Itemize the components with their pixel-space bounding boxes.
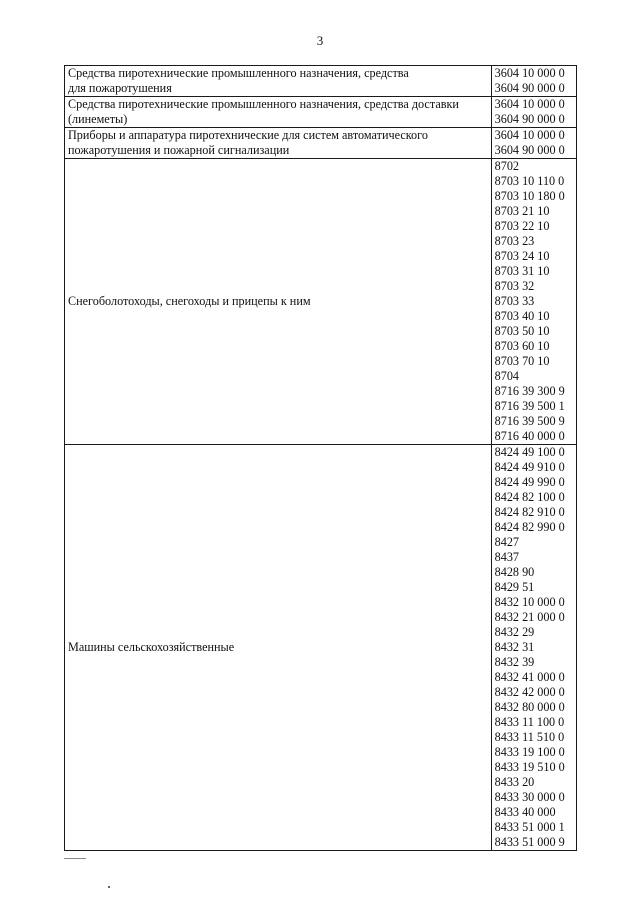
scan-mark	[108, 886, 110, 888]
tn-ved-code: 8433 11 510 0	[494, 730, 565, 744]
tn-ved-code: 8424 82 100 0	[494, 490, 565, 504]
tn-ved-code: 3604 90 000 0	[494, 143, 565, 157]
goods-code-table	[64, 65, 577, 851]
tn-ved-code: 8703 22 10	[494, 219, 550, 233]
tn-ved-code-cell	[491, 66, 576, 97]
product-name-line: Средства пиротехнические промышленного назначения, средства	[68, 66, 409, 80]
tn-ved-code: 8433 20	[494, 775, 535, 789]
tn-ved-code: 8703 23	[494, 234, 535, 248]
tn-ved-code: 3604 90 000 0	[494, 81, 565, 95]
tn-ved-code: 8432 42 000 0	[494, 685, 565, 699]
product-name-cell	[65, 97, 492, 128]
tn-ved-code: 8703 10 180 0	[494, 189, 565, 203]
tn-ved-code: 8703 70 10	[494, 354, 550, 368]
tn-ved-code: 8703 60 10	[494, 339, 550, 353]
product-name-line: пожаротушения и пожарной сигнализации	[68, 143, 290, 157]
page-number: 3	[316, 33, 324, 48]
tn-ved-code: 8432 41 000 0	[494, 670, 565, 684]
tn-ved-code: 3604 10 000 0	[494, 66, 565, 80]
product-name-cell	[65, 128, 492, 159]
tn-ved-code: 3604 90 000 0	[494, 112, 565, 126]
product-name-cell	[65, 66, 492, 97]
tn-ved-code: 8433 11 100 0	[494, 715, 565, 729]
tn-ved-code: 8716 40 000 0	[494, 429, 565, 443]
product-name-line: (линеметы)	[68, 112, 128, 126]
product-name-cell	[65, 445, 492, 851]
tn-ved-code: 8432 31	[494, 640, 535, 654]
tn-ved-code: 8703 21 10	[494, 204, 550, 218]
tn-ved-code-cell	[491, 159, 576, 445]
tn-ved-code-cell	[491, 445, 576, 851]
tn-ved-code: 8433 40 000	[494, 805, 556, 819]
tn-ved-code: 8427	[494, 535, 520, 549]
scan-mark	[64, 858, 86, 859]
tn-ved-code-cell	[491, 128, 576, 159]
table-row	[65, 159, 577, 445]
tn-ved-code: 8432 21 000 0	[494, 610, 565, 624]
tn-ved-code: 8432 10 000 0	[494, 595, 565, 609]
table-body	[65, 66, 577, 851]
tn-ved-code: 8716 39 300 9	[494, 384, 565, 398]
tn-ved-code: 8433 51 000 9	[494, 835, 565, 849]
product-name-line: Приборы и аппаратура пиротехнические для систем автоматического	[68, 128, 428, 142]
table-row	[65, 128, 577, 159]
tn-ved-code: 8437	[494, 550, 520, 564]
table-row	[65, 66, 577, 97]
product-name-cell	[65, 159, 492, 445]
tn-ved-code: 8424 49 910 0	[494, 460, 565, 474]
tn-ved-code: 8433 30 000 0	[494, 790, 565, 804]
product-name-line: Средства пиротехнические промышленного назначения, средства доставки	[68, 97, 459, 111]
tn-ved-code: 8424 49 990 0	[494, 475, 565, 489]
tn-ved-code: 8703 40 10	[494, 309, 550, 323]
tn-ved-code: 8703 10 110 0	[494, 174, 565, 188]
tn-ved-code-cell	[491, 97, 576, 128]
tn-ved-code: 8433 51 000 1	[494, 820, 565, 834]
tn-ved-code: 8428 90	[494, 565, 535, 579]
tn-ved-code: 3604 10 000 0	[494, 128, 565, 142]
tn-ved-code: 8703 50 10	[494, 324, 550, 338]
tn-ved-code: 8704	[494, 369, 520, 383]
tn-ved-code: 8703 31 10	[494, 264, 550, 278]
product-name-line: для пожаротушения	[68, 81, 172, 95]
tn-ved-code: 8432 80 000 0	[494, 700, 565, 714]
tn-ved-code: 8703 32	[494, 279, 535, 293]
tn-ved-code: 8432 29	[494, 625, 535, 639]
tn-ved-code: 8716 39 500 9	[494, 414, 565, 428]
tn-ved-code: 8703 33	[494, 294, 535, 308]
tn-ved-code: 8702	[494, 159, 520, 173]
tn-ved-code: 8424 82 910 0	[494, 505, 565, 519]
tn-ved-code: 8424 82 990 0	[494, 520, 565, 534]
table-row	[65, 97, 577, 128]
tn-ved-code: 8433 19 100 0	[494, 745, 565, 759]
product-name-line: Снегоболотоходы, снегоходы и прицепы к ним	[68, 294, 311, 308]
tn-ved-code: 8424 49 100 0	[494, 445, 565, 459]
tn-ved-code: 8703 24 10	[494, 249, 550, 263]
tn-ved-code: 3604 10 000 0	[494, 97, 565, 111]
table-row	[65, 445, 577, 851]
product-name-line: Машины сельскохозяйственные	[68, 640, 235, 654]
tn-ved-code: 8429 51	[494, 580, 535, 594]
tn-ved-code: 8433 19 510 0	[494, 760, 565, 774]
tn-ved-code: 8432 39	[494, 655, 535, 669]
tn-ved-code: 8716 39 500 1	[494, 399, 565, 413]
